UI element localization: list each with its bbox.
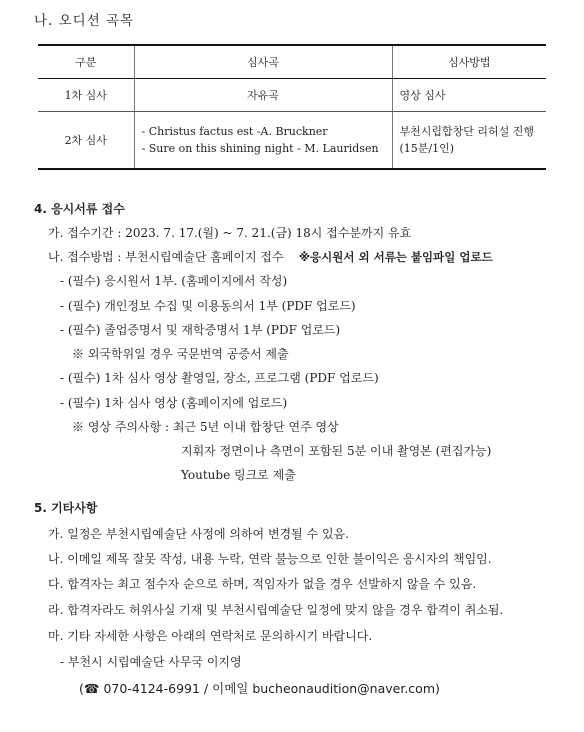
section4-heading: 4. 응시서류 접수 (34, 202, 125, 216)
list-item: 지휘자 정면이나 측면이 포함된 5분 이내 촬영본 (편집가능) (181, 444, 492, 458)
list-item: 라. 합격자라도 허위사실 기재 및 부천시립예술단 일정에 맞지 않을 경우 합격이 취소됨. (48, 603, 504, 617)
period-text: 가. 접수기간 : 2023. 7. 17.(월) ~ 7. 21.(금) 18시 접수분까지 유효 (48, 226, 412, 240)
table-header-row (38, 45, 546, 79)
header-piece: 심사곡 (134, 45, 392, 79)
method-cell (392, 112, 546, 170)
list-item: ※ 외국학위일 경우 국문번역 공증서 제출 (72, 347, 289, 361)
list-item: - 부천시 시립예술단 사무국 이지영 (60, 655, 242, 669)
list-item: - (필수) 1차 심사 영상 촬영일, 장소, 프로그램 (PDF 업로드) (60, 371, 379, 385)
audition-table (38, 44, 546, 170)
phone-icon: ☎ (83, 681, 100, 696)
stage-cell: 1차 심사 (38, 79, 134, 112)
list-item: - (필수) 졸업증명서 및 재학증명서 1부 (PDF 업로드) (60, 323, 341, 337)
method-line: 부천시립합창단 리허설 진행 (399, 125, 535, 138)
method-text (48, 248, 493, 265)
header-method: 심사방법 (392, 45, 546, 79)
piece-line: - Sure on this shining night - M. Lauridsen (141, 142, 379, 155)
section5-heading: 5. 기타사항 (34, 501, 98, 515)
header-stage: 구분 (38, 45, 134, 79)
contact-line: (☎ 070-4124-6991 / 이메일 bucheonaudition@naver.com) (79, 681, 440, 696)
list-item: - (필수) 1차 심사 영상 (홈페이지에 업로드) (60, 396, 288, 410)
method-cell: 영상 심사 (392, 79, 546, 112)
piece-line: - Christus factus est -A. Bruckner (141, 125, 328, 138)
list-item: 가. 일정은 부천시립예술단 사정에 의하여 변경될 수 있음. (48, 527, 349, 541)
list-item: ※ 영상 주의사항 : 최근 5년 이내 합창단 연주 영상 (72, 420, 339, 434)
table-row (38, 79, 546, 112)
contact-text: 070-4124-6991 / 이메일 bucheonaudition@naver.com) (103, 681, 440, 696)
list-item: 나. 이메일 제목 잘못 작성, 내용 누락, 연락 불능으로 인한 불이익은 응시자의 책임임. (48, 552, 492, 566)
list-item: - (필수) 개인정보 수집 및 이용동의서 1부 (PDF 업로드) (60, 299, 356, 313)
piece-cell: 자유곡 (134, 79, 392, 112)
list-item: - (필수) 응시원서 1부. (홈페이지에서 작성) (60, 274, 288, 288)
piece-cell (134, 112, 392, 170)
audition-pieces-heading: 나. 오디션 곡목 (34, 13, 135, 29)
method-note: ※응시원서 외 서류는 붙임파일 업로드 (298, 250, 493, 264)
stage-cell: 2차 심사 (38, 112, 134, 170)
list-item: 마. 기타 자세한 사항은 아래의 연락처로 문의하시기 바랍니다. (48, 629, 373, 643)
list-item: Youtube 링크로 제출 (181, 468, 296, 482)
table-row (38, 112, 546, 170)
method-label: 나. 접수방법 : 부천시립예술단 홈페이지 접수 (48, 250, 284, 264)
method-line: (15분/1인) (399, 142, 455, 155)
list-item: 다. 합격자는 최고 점수자 순으로 하며, 적임자가 없을 경우 선발하지 않을 수 있음. (48, 577, 477, 591)
